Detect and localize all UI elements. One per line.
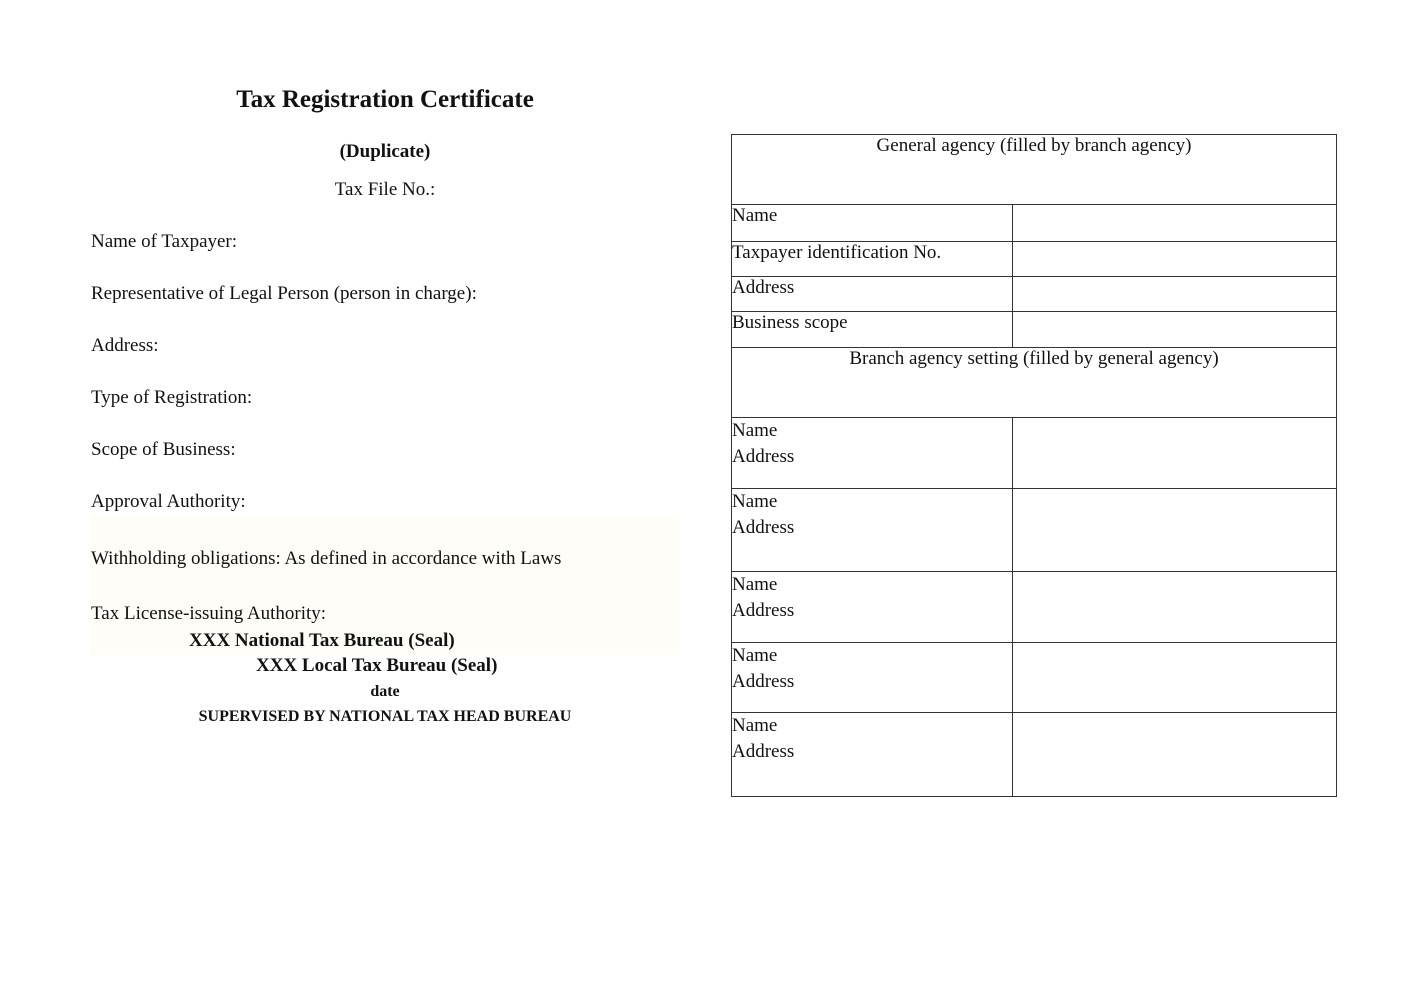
address-label: Address: [91,335,159,356]
national-seal-text: XXX National Tax Bureau (Seal) [189,630,455,651]
supervised-by-text: SUPERVISED BY NATIONAL TAX HEAD BUREAU [198,708,572,725]
table-row [732,489,1337,572]
branch-agency-header: Branch agency setting (filled by general agency) [732,348,1337,418]
branch-address-label: Address [732,446,795,467]
branch-agency-header-row [732,348,1337,418]
branch-name-label: Name [732,420,778,441]
table-row [732,643,1337,713]
agency-table [731,134,1337,797]
branch-address-label: Address [732,517,795,538]
general-address-value-cell[interactable] [1013,277,1337,312]
branch-value-cell[interactable] [1013,643,1337,713]
table-row [732,572,1337,643]
withholding-label: Withholding obligations: As defined in accordance with Laws [91,548,562,569]
branch-value-cell[interactable] [1013,713,1337,797]
branch-address-label: Address [732,600,795,621]
legal-representative-label: Representative of Legal Person (person in charge): [91,283,477,304]
general-address-label: Address [732,277,1013,312]
general-taxpayer-id-label: Taxpayer identification No. [732,242,1013,277]
tax-file-no-label: Tax File No.: [334,179,436,200]
table-row [732,277,1337,312]
branch-address-label: Address [732,671,795,692]
general-agency-header: General agency (filled by branch agency) [732,135,1337,205]
approval-authority-label: Approval Authority: [91,491,246,512]
date-label: date [370,683,400,700]
general-business-scope-value-cell[interactable] [1013,312,1337,348]
branch-value-cell[interactable] [1013,572,1337,643]
general-agency-header-row [732,135,1337,205]
table-row [732,242,1337,277]
certificate-title: Tax Registration Certificate [236,86,534,113]
general-taxpayer-id-value-cell[interactable] [1013,242,1337,277]
branch-value-cell[interactable] [1013,418,1337,489]
branch-name-label: Name [732,574,778,595]
table-row [732,713,1337,797]
certificate-subtitle: (Duplicate) [339,141,431,162]
branch-value-cell[interactable] [1013,489,1337,572]
table-row [732,312,1337,348]
local-seal-text: XXX Local Tax Bureau (Seal) [256,655,498,676]
general-business-scope-label: Business scope [732,312,1013,348]
table-row [732,205,1337,242]
license-authority-label: Tax License-issuing Authority: [91,603,327,624]
registration-type-label: Type of Registration: [91,387,253,408]
branch-name-label: Name [732,491,778,512]
branch-name-label: Name [732,715,778,736]
general-name-label: Name [732,205,1013,242]
branch-name-label: Name [732,645,778,666]
table-row [732,418,1337,489]
branch-address-label: Address [732,741,795,762]
general-name-value-cell[interactable] [1013,205,1337,242]
business-scope-label: Scope of Business: [91,439,236,460]
taxpayer-name-label: Name of Taxpayer: [91,231,238,252]
